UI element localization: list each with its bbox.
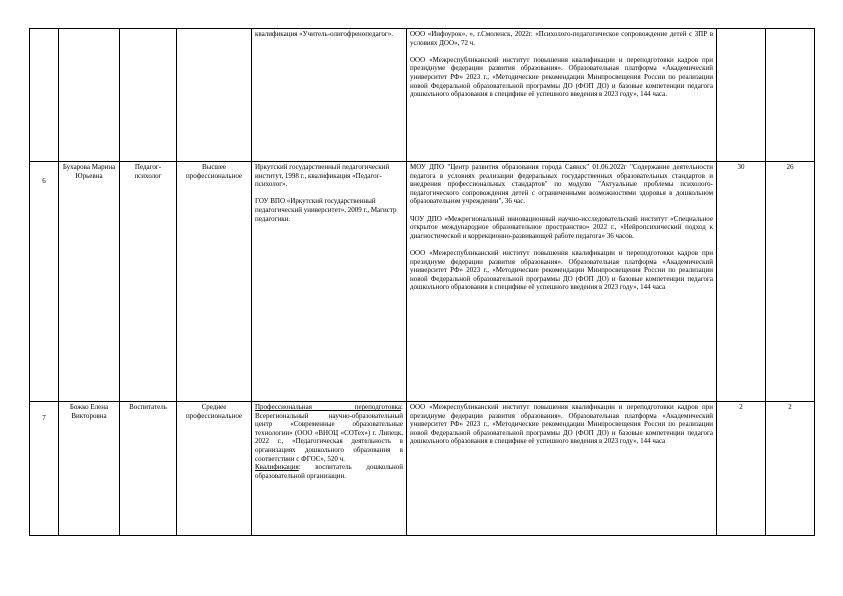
cell-total-experience	[717, 29, 766, 162]
qualification-text: : воспитатель дошкольной образовательной организации.	[255, 463, 403, 480]
cell-courses	[407, 162, 717, 402]
cell-education	[252, 402, 407, 536]
retraining-heading: Профессиональная переподготовка	[255, 403, 402, 411]
cell-num: 6	[30, 162, 59, 402]
course-entry: ЧОУ ДПО «Межрегиональный инновационный научно-исследовательский институт «Специальное открытое международное образовательное пространство» 2022 г., «Нейропсихический подход к диагностической и коррекционно-развивающей работе педагога» 36 часов.	[410, 214, 713, 240]
education-entry: Иркутский государственный педагогический институт, 1998 г., квалификация «Педагог-психолог».	[255, 163, 390, 189]
course-entry: ООО «Межреспубликанский институт повышения квалификации и переподготовки кадров при президнуме федерации развития образования». Образовательная платформа «Академический университет РФ» 2023 г., «Методические рекомендации Минпросвещения России по реализации новой Федеральной образовательной программы ДО (ФОП ДО) и базовые компетенции педагога дошкольного образования в специфике её успешного введения в 2023 году», 144 часа	[410, 403, 713, 446]
table-row	[30, 402, 815, 536]
course-entry: ООО «Межреспубликанский институт повышения квалификации и переподготовки кадров при президнуме федерации развития образования». Образовательная платформа «Академический университет РФ» 2023 г., «Методические рекомендации Минпросвещения России по реализации новой Федеральной образовательной программы ДО (ФОП ДО) и базовые компетенции педагога дошкольного образования в специфике её успешного введения в 2023 году», 144 часа.	[410, 55, 713, 99]
cell-position	[120, 29, 177, 162]
cell-position: Педагог-психолог	[120, 162, 177, 402]
cell-education-level	[177, 29, 252, 162]
staff-table	[29, 28, 815, 536]
cell-name: Божко Елена Викторовна	[59, 402, 120, 536]
cell-name	[59, 29, 120, 162]
cell-education-level: Высшее профессиональное	[177, 162, 252, 402]
cell-num	[30, 29, 59, 162]
cell-total-experience: 30	[717, 162, 766, 402]
cell-courses	[407, 29, 717, 162]
cell-name: Бухарова Марина Юрьевна	[59, 162, 120, 402]
cell-ped-experience: 2	[766, 402, 815, 536]
cell-education	[252, 162, 407, 402]
table-row	[30, 162, 815, 402]
cell-education: квалификация «Учитель-олигофренопедагог».	[252, 29, 407, 162]
cell-ped-experience	[766, 29, 815, 162]
cell-education-level: Среднее профессиональное	[177, 402, 252, 536]
cell-courses	[407, 402, 717, 536]
course-entry: ООО «Межреспубликанский институт повышения квалификации и переподготовки кадров при президнуме федерации развития образования». Образовательная платформа «Академический университет РФ» 2023 г., «Методические рекомендации Минпросвещения России по реализации новой Федеральной образовательной программы ДО (ФОП ДО) и базовые компетенции педагога дошкольного образования в специфике её успешного введения в 2023 году», 144 часа	[410, 248, 713, 292]
cell-num: 7	[30, 402, 59, 536]
retraining-text: : Всерегиональный научно-образовательный центр «Современные образовательные технологии» (ООО «ВНОЦ «СОТех») г. Липецк, 2022 г., «Педагогическая деятельность в организациях дошкольного образования в соответствии с ФГОС», 520 ч.	[255, 403, 403, 463]
cell-ped-experience: 26	[766, 162, 815, 402]
qualification-heading: Квалификация	[255, 463, 299, 472]
cell-total-experience: 2	[717, 402, 766, 536]
cell-position: Воспитатель	[120, 402, 177, 536]
course-entry: МОУ ДПО "Центр развития образования города Саянск" 01.06.2022г "Содержание деятельности педагога в условиях реализации федеральных государственных образовательных стандартов и внедрения профессиональных стандартов" по модулю "Актуальные проблемы психолого-педагогического сопровождения детей с ограниченными возможностями здоровья в дошкольном образовательном учреждении", 36 час.	[410, 163, 713, 206]
education-entry: ГОУ ВПО «Иркутский государственный педагогический университет», 2009 г., Магистр педагогики.	[255, 197, 397, 223]
course-entry: ООО «Инфоурок», », г.Смоленск, 2022г. «Психолого-педагогическое сопровождение детей с ЗПР в условиях ДОО», 72 ч.	[410, 30, 713, 47]
table-row	[30, 29, 815, 162]
